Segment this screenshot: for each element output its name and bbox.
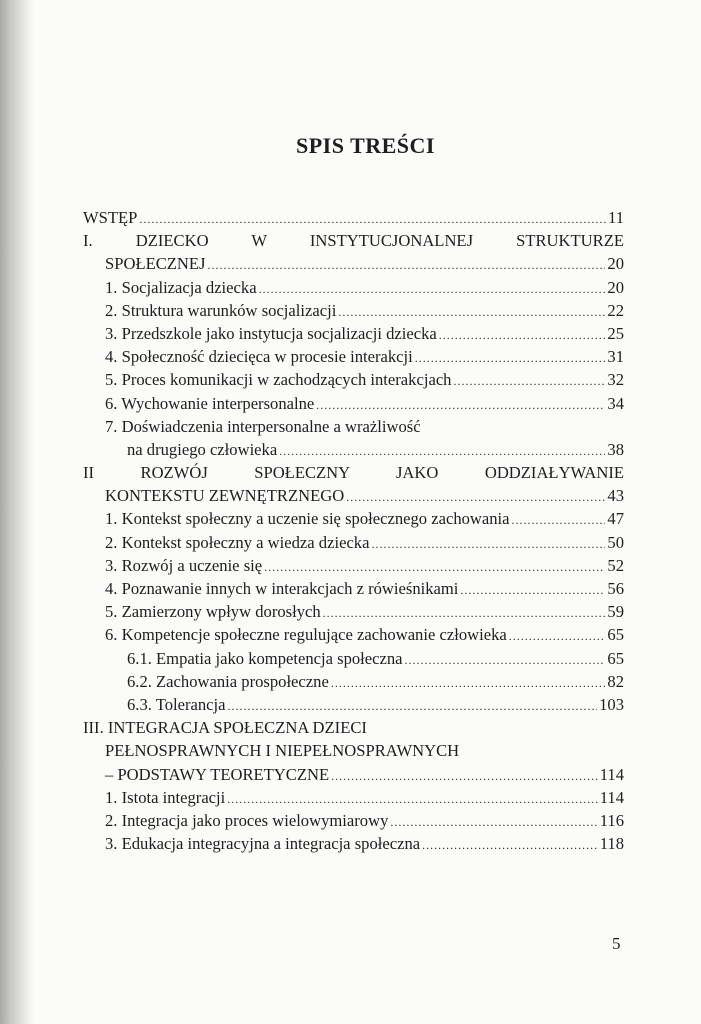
toc-leader-dots [338, 299, 605, 324]
toc-leader-dots [371, 531, 605, 556]
toc-entry-label: SPOŁECZNEJ [105, 254, 206, 274]
table-of-contents [83, 206, 624, 855]
toc-leader-dots [405, 647, 606, 672]
toc-entry-page: 20 [607, 254, 624, 274]
toc-entry-page: 59 [607, 602, 624, 622]
toc-entry-label: 6.3. Tolerancja [127, 694, 226, 714]
toc-leader-dots [259, 276, 606, 301]
toc-entry [83, 693, 624, 716]
toc-entry-label: 4. Poznawanie innych w interakcjach z rówieśnikami [105, 579, 459, 598]
toc-entry [83, 809, 624, 832]
toc-entry-page: 22 [607, 300, 624, 320]
toc-entry [83, 670, 624, 693]
toc-entry-label: II ROZWÓJ SPOŁECZNY JAKO ODDZIAŁYWANIE [83, 463, 624, 483]
toc-entry-label: 3. Rozwój a uczenie się [105, 555, 263, 575]
toc-leader-dots [228, 693, 598, 718]
toc-entry [83, 763, 624, 786]
toc-entry-label: 1. Kontekst społeczny a uczenie się społecznego zachowania [105, 509, 510, 529]
toc-entry-page: 82 [607, 671, 624, 691]
toc-entry-page: 38 [607, 439, 624, 459]
toc-entry [83, 392, 624, 415]
toc-entry-page: 116 [599, 810, 624, 830]
toc-entry-page: 56 [607, 579, 624, 598]
toc-entry-label: III. INTEGRACJA SPOŁECZNA DZIECI [83, 718, 367, 738]
toc-entry [83, 415, 624, 438]
toc-leader-dots [453, 368, 605, 393]
toc-entry-label: 3. Edukacja integracyjna a integracja społeczna [105, 834, 421, 854]
toc-entry [83, 322, 624, 345]
toc-leader-dots [139, 206, 606, 231]
toc-entry-label: na drugiego człowieka [127, 439, 278, 459]
toc-entry [83, 252, 624, 275]
toc-entry-page: 114 [599, 764, 624, 784]
toc-entry-label: 3. Przedszkole jako instytucja socjalizacji dziecka [105, 323, 437, 343]
toc-entry-page: 52 [607, 555, 624, 575]
toc-entry-page: 65 [607, 625, 624, 645]
toc-entry-label: 4. Społeczność dziecięca w procesie interakcji [105, 347, 413, 367]
toc-leader-dots [346, 484, 605, 509]
toc-entry-label: – PODSTAWY TEORETYCZNE [105, 764, 330, 784]
toc-entry-page: 31 [607, 347, 624, 367]
toc-entry-label: KONTEKSTU ZEWNĘTRZNEGO [105, 486, 345, 506]
toc-entry-page: 32 [607, 370, 624, 390]
toc-entry-label: 1. Socjalizacja dziecka [105, 277, 257, 297]
toc-entry-page: 118 [599, 834, 624, 854]
toc-leader-dots [227, 786, 597, 811]
toc-leader-dots [509, 623, 606, 648]
toc-leader-dots [264, 554, 605, 579]
toc-leader-dots [323, 600, 606, 625]
toc-entry [83, 577, 624, 600]
page-number: 5 [612, 934, 621, 953]
toc-leader-dots [460, 577, 605, 602]
toc-entry-label: 2. Integracja jako proces wielowymiarowy [105, 810, 389, 830]
page-title: SPIS TREŚCI [296, 133, 435, 158]
toc-entry-label: PEŁNOSPRAWNYCH I NIEPEŁNOSPRAWNYCH [105, 741, 460, 761]
toc-entry-label: 1. Istota integracji [105, 787, 226, 807]
toc-leader-dots [279, 438, 605, 463]
toc-entry [83, 276, 624, 299]
toc-leader-dots [439, 322, 606, 347]
toc-entry [83, 786, 624, 809]
toc-entry [83, 507, 624, 530]
toc-entry [83, 229, 624, 252]
toc-leader-dots [390, 809, 597, 834]
toc-entry-label: 6. Wychowanie interpersonalne [105, 393, 315, 413]
toc-entry-label: 6.2. Zachowania prospołeczne [127, 671, 329, 691]
toc-entry [83, 554, 624, 577]
toc-entry-page: 65 [607, 648, 624, 668]
toc-entry [83, 716, 624, 739]
toc-entry [83, 600, 624, 623]
toc-entry [83, 647, 624, 670]
toc-entry [83, 832, 624, 855]
toc-leader-dots [331, 763, 598, 788]
toc-entry-page: 114 [599, 787, 624, 807]
toc-entry-page: 50 [607, 532, 624, 552]
toc-entry-label: 5. Proces komunikacji w zachodzących interakcjach [105, 370, 452, 390]
toc-leader-dots [512, 507, 606, 532]
toc-entry [83, 299, 624, 322]
toc-entry [83, 206, 624, 229]
toc-entry-label: 2. Kontekst społeczny a wiedza dziecka [105, 532, 370, 552]
toc-entry-label: 5. Zamierzony wpływ dorosłych [105, 602, 321, 622]
toc-entry [83, 484, 624, 507]
toc-entry [83, 531, 624, 554]
toc-entry [83, 461, 624, 484]
toc-entry-label: 6. Kompetencje społeczne regulujące zachowanie człowieka [105, 625, 507, 645]
toc-leader-dots [415, 345, 606, 370]
toc-entry-page: 34 [607, 393, 624, 413]
toc-leader-dots [422, 832, 598, 857]
toc-entry [83, 345, 624, 368]
toc-entry-page: 11 [608, 208, 624, 227]
toc-entry-page: 43 [607, 486, 624, 506]
toc-entry-label: WSTĘP [83, 208, 138, 227]
toc-entry-page: 20 [607, 277, 624, 297]
toc-entry-page: 47 [607, 509, 624, 529]
toc-entry [83, 739, 624, 762]
toc-entry-page: 103 [599, 694, 624, 714]
toc-leader-dots [316, 392, 605, 417]
toc-entry-page: 25 [607, 323, 624, 343]
toc-entry-label: 6.1. Empatia jako kompetencja społeczna [127, 648, 403, 668]
toc-leader-dots [208, 252, 606, 277]
toc-entry [83, 623, 624, 646]
toc-entry-label: 2. Struktura warunków socjalizacji [105, 300, 337, 320]
toc-entry-label: 7. Doświadczenia interpersonalne a wrażliwość [105, 416, 421, 436]
toc-entry [83, 368, 624, 391]
toc-leader-dots [331, 670, 606, 695]
toc-entry-label: I. DZIECKO W INSTYTUCJONALNEJ STRUKTURZE [83, 231, 624, 251]
toc-entry [83, 438, 624, 461]
